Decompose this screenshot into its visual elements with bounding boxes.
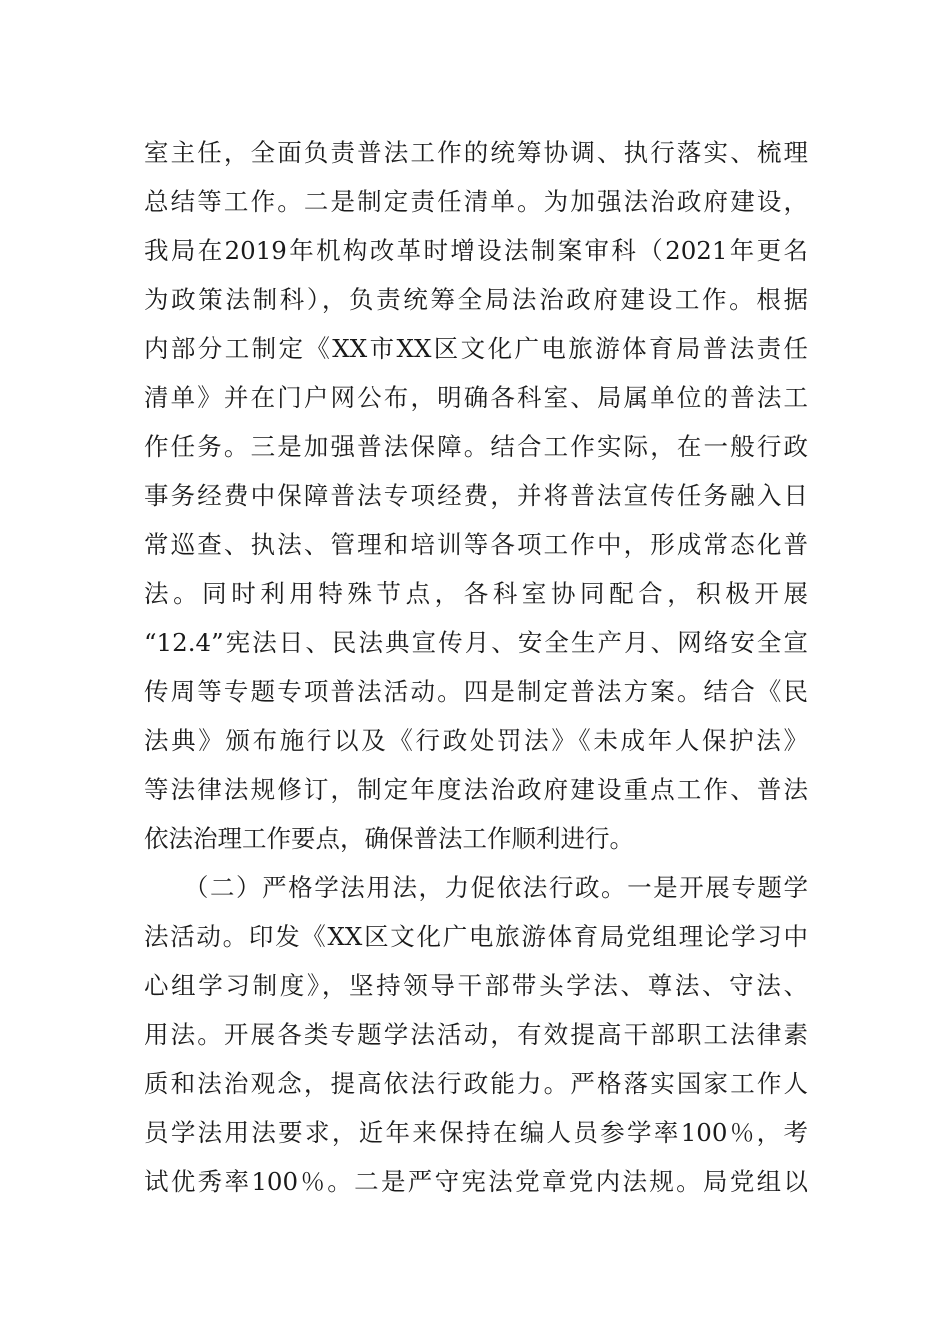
text-line: 法典》颁布施行以及《行政处罚法》《未成年人保护法》	[144, 726, 808, 755]
text-line: 清单》并在门户网公布，明确各科室、局属单位的普法工	[144, 383, 808, 412]
text-line: 心组学习制度》，坚持领导干部带头学法、尊法、守法、	[144, 971, 808, 1000]
text-line: 室主任，全面负责普法工作的统筹协调、执行落实、梳理	[144, 138, 808, 167]
text-line: 等法律法规修订，制定年度法治政府建设重点工作、普法	[144, 775, 808, 804]
text-line: 作任务。三是加强普法保障。结合工作实际，在一般行政	[144, 432, 808, 461]
text-line: 传周等专题专项普法活动。四是制定普法方案。结合《民	[144, 677, 808, 706]
text-line: 总结等工作。二是制定责任清单。为加强法治政府建设，	[144, 187, 808, 216]
text-line: 内部分工制定《XX市XX区文化广电旅游体育局普法责任	[144, 334, 808, 363]
text-line: 事务经费中保障普法专项经费，并将普法宣传任务融入日	[144, 481, 808, 510]
text-line: （二）严格学法用法，力促依法行政。一是开展专题学	[144, 873, 808, 902]
text-line: 用法。开展各类专题学法活动，有效提高干部职工法律素	[144, 1020, 808, 1049]
text-line: “12.4”宪法日、民法典宣传月、安全生产月、网络安全宣	[144, 628, 808, 657]
text-line: 我局在2019年机构改革时增设法制案审科（2021年更名	[144, 236, 808, 265]
text-line: 员学法用法要求，近年来保持在编人员参学率100％，考	[144, 1118, 808, 1147]
text-line: 为政策法制科），负责统筹全局法治政府建设工作。根据	[144, 285, 808, 314]
text-line: 法活动。印发《XX区文化广电旅游体育局党组理论学习中	[144, 922, 808, 951]
text-line: 质和法治观念，提高依法行政能力。严格落实国家工作人	[144, 1069, 808, 1098]
text-line: 常巡查、执法、管理和培训等各项工作中，形成常态化普	[144, 530, 808, 559]
text-line: 依法治理工作要点，确保普法工作顺利进行。	[144, 824, 634, 853]
body-text	[144, 128, 808, 1206]
text-line: 法。同时利用特殊节点，各科室协同配合，积极开展	[144, 579, 808, 608]
text-line: 试优秀率100％。二是严守宪法党章党内法规。局党组以	[144, 1167, 808, 1196]
